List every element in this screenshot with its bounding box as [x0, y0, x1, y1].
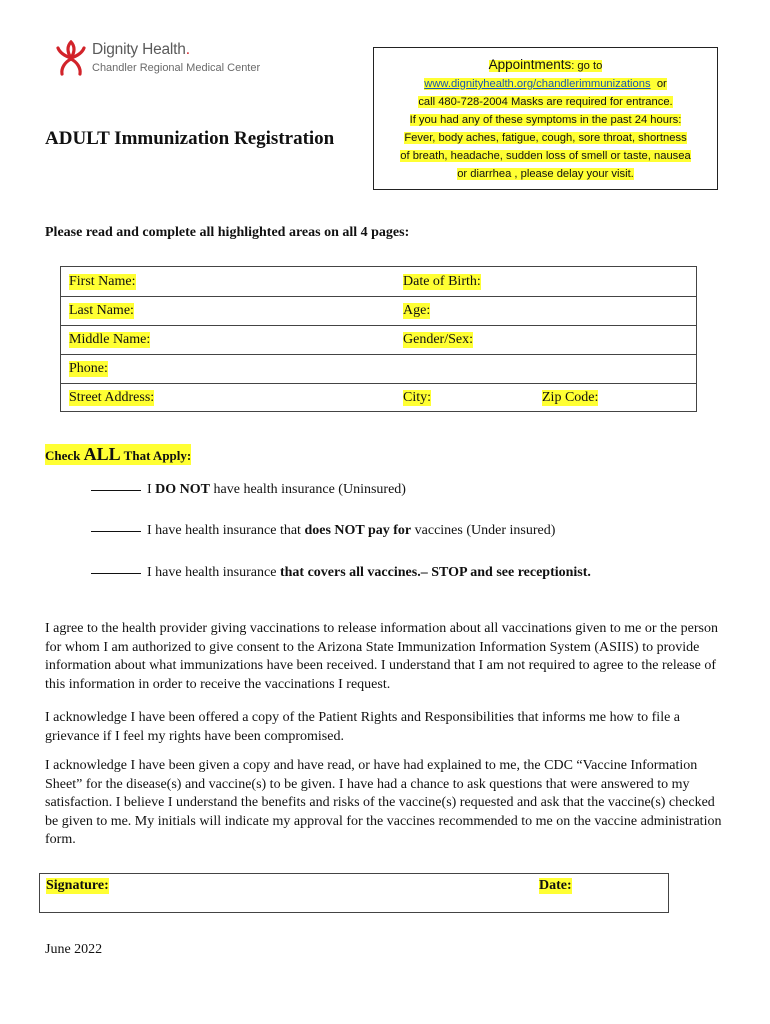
appointments-heading-suffix: : go to: [571, 60, 603, 72]
symptoms-line-3: of breath, headache, sudden loss of smell or taste, nausea: [400, 150, 691, 162]
zip-code-field[interactable]: Zip Code:: [542, 390, 599, 405]
patient-info-table: [60, 266, 697, 412]
checkbox-blank[interactable]: [91, 531, 141, 532]
phone-field[interactable]: Phone:: [69, 361, 108, 376]
age-field[interactable]: Age:: [403, 303, 431, 318]
appointments-heading: Appointments: [488, 57, 572, 72]
table-row: [61, 296, 696, 326]
page-title: ADULT Immunization Registration: [45, 128, 335, 149]
appointments-link[interactable]: www.dignityhealth.org/chandlerimmunizations: [424, 78, 651, 90]
consent-paragraph-cdc: I acknowledge I have been given a copy and have read, or have had explained to me, the CDC “Vaccine Information Sheet” for the disease(s) and vaccine(s) to be given. I have had a chance to ask questions that were answered to my satisfaction. I believe I understand the benefits and risks of the vaccine(s) requested and ask that the vaccine(s) checked be given to me. My initials will indicate my approval for the vaccines recommended to me on the vaccine administration form.: [45, 758, 722, 847]
street-address-field[interactable]: Street Address:: [69, 390, 155, 405]
appointments-phone-line: call 480-728-2004 Masks are required for entrance.: [418, 96, 673, 108]
table-row: [61, 383, 696, 412]
gender-field[interactable]: Gender/Sex:: [403, 332, 473, 347]
consent-paragraph-rights: I acknowledge I have been offered a copy of the Patient Rights and Responsibilities that informs me how to file a grievance if I feel my rights have been compromised.: [45, 710, 681, 744]
middle-name-field[interactable]: Middle Name:: [69, 332, 151, 347]
appointments-notice: [373, 47, 718, 190]
date-of-birth-field[interactable]: Date of Birth:: [403, 274, 481, 289]
check-all-heading: [45, 444, 191, 465]
symptoms-line-4: or diarrhea , please delay your visit.: [457, 168, 634, 180]
symptoms-line-2: Fever, body aches, fatigue, cough, sore throat, shortness: [404, 132, 687, 144]
table-row: [61, 267, 696, 297]
checkbox-blank[interactable]: [91, 490, 141, 491]
option-covers-all[interactable]: I have health insurance that covers all vaccines.– STOP and see receptionist.: [91, 565, 591, 581]
check-all-post: That Apply:: [120, 448, 192, 463]
signature-field[interactable]: Signature:: [46, 878, 109, 893]
city-field[interactable]: City:: [403, 390, 432, 405]
table-row: [61, 325, 696, 355]
logo-subtitle: Chandler Regional Medical Center: [92, 62, 261, 74]
option-under-insured[interactable]: I have health insurance that does NOT pay for vaccines (Under insured): [91, 523, 555, 539]
check-all-big: ALL: [83, 444, 121, 464]
check-all-pre: Check: [45, 448, 84, 463]
table-row: [61, 354, 696, 384]
consent-paragraph-asiis: I agree to the health provider giving vaccinations to release information about all vaccinations given to me or the person for whom I am authorized to give consent to the Arizona State Immunization Information System (ASIIS) to provide information about what immunizations have been received. I understand that I am not required to agree to the release of this information in order to receive the vaccinations I request.: [45, 621, 718, 692]
symptoms-line-1: If you had any of these symptoms in the past 24 hours:: [409, 114, 682, 126]
appointments-url-suffix: or: [656, 78, 667, 90]
revision-date: June 2022: [45, 942, 103, 957]
dignity-health-logo: [55, 40, 261, 80]
checkbox-blank[interactable]: [91, 573, 141, 574]
logo-brand-name: Dignity Health: [92, 41, 186, 58]
signature-box: [39, 873, 669, 913]
last-name-field[interactable]: Last Name:: [69, 303, 134, 318]
instructions-text: Please read and complete all highlighted areas on all 4 pages:: [45, 225, 410, 240]
date-field[interactable]: Date:: [539, 878, 572, 893]
dignity-health-flower-icon: [55, 40, 87, 80]
option-uninsured[interactable]: I DO NOT have health insurance (Uninsured): [91, 482, 406, 498]
logo-brand-dot: .: [185, 41, 190, 58]
first-name-field[interactable]: First Name:: [69, 274, 136, 289]
